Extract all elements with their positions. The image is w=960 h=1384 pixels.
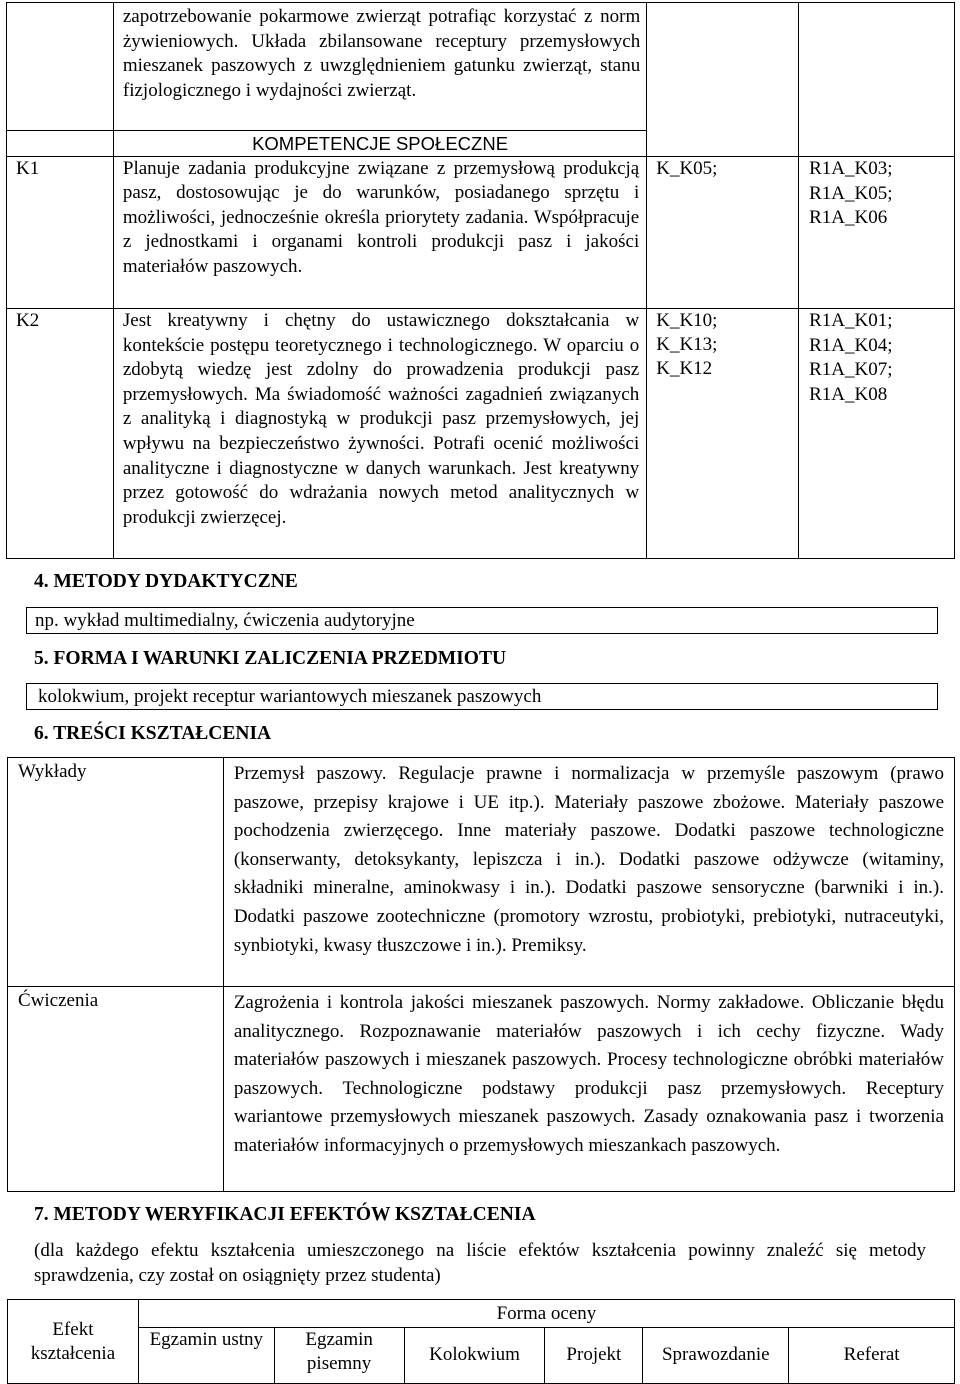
verification-table <box>7 1299 955 1384</box>
column-written-exam: Egzamin pisemny <box>274 1328 404 1384</box>
section-6-heading: 6. TREŚCI KSZTAŁCENIA <box>34 723 272 744</box>
area-effects: R1A_K01; R1A_K04; R1A_K07; R1A_K08 <box>799 309 955 559</box>
assessment-form-text: kolokwium, projekt receptur wariantowych mieszanek paszowych <box>38 686 542 707</box>
exercises-row <box>8 987 955 1192</box>
assessment-form-header: Forma oceny <box>138 1300 954 1328</box>
column-oral-exam: Egzamin ustny <box>138 1328 274 1384</box>
teaching-methods-text: np. wykład multimedialny, ćwiczenia audytoryjne <box>35 610 415 631</box>
effect-column-header: Efekt kształcenia <box>8 1300 139 1384</box>
effect-symbol: K2 <box>7 309 114 559</box>
column-colloquium: Kolokwium <box>404 1328 545 1384</box>
exercises-content: Zagrożenia i kontrola jakości mieszanek paszowych. Normy zakładowe. Obliczanie błędu analitycznego. Rozpoznawanie materiałów paszowych i ich cechy fizyczne. Wady materiałów paszowych i mieszanek paszowych. Procesy technologiczne obróbki materiałów paszowych. Technologiczne podstawy produkcji pasz przemysłowych. Receptury wariantowe przemysłowych mieszanek paszowych. Zasady oznakowania pasz i tworzenia materiałów informacyjnych o przemysłowych mieszankach paszowych. <box>223 987 954 1192</box>
competence-intro-text: zapotrzebowanie pokarmowe zwierząt potrafiąc korzystać z norm żywieniowych. Układa zbilansowane receptury przemysłowych mieszanek paszowych z uwzględnieniem gatunku zwierząt, stanu fizjologicznego i wydajności zwierząt. <box>113 3 646 131</box>
direction-effects: K_K10; K_K13; K_K12 <box>647 309 799 559</box>
effect-description: Planuje zadania produkcyjne związane z przemysłową produkcją pasz, dostosowując je do warunków, posiadanego sprzętu i możliwości, jednocześnie określa priorytety zadania. Współpracuje z jednostkami i organami kontroli produkcji pasz i jakości materiałów paszowych. <box>113 157 646 309</box>
effect-symbol: K1 <box>7 157 114 309</box>
course-content-table <box>7 757 955 1192</box>
column-project: Projekt <box>545 1328 643 1384</box>
direction-effects: K_K05; <box>647 157 799 309</box>
section-4-heading: 4. METODY DYDAKTYCZNE <box>34 571 298 592</box>
social-competence-header: KOMPETENCJE SPOŁECZNE <box>113 131 646 157</box>
section-5-heading: 5. FORMA I WARUNKI ZALICZENIA PRZEDMIOTU <box>34 648 507 669</box>
column-report: Sprawozdanie <box>643 1328 789 1384</box>
column-essay: Referat <box>789 1328 955 1384</box>
exercises-label: Ćwiczenia <box>8 987 224 1192</box>
verification-note: (dla każdego efektu kształcenia umieszczonego na liście efektów kształcenia powinny znaleźć się metody sprawdzenia, czy został on osiągnięty przez studenta) <box>34 1240 926 1286</box>
competence-row-k2 <box>7 309 955 559</box>
area-effects: R1A_K03; R1A_K05; R1A_K06 <box>799 157 955 309</box>
lectures-label: Wykłady <box>8 758 224 987</box>
competence-intro-row <box>7 3 955 131</box>
competence-row-k1 <box>7 157 955 309</box>
competence-table <box>6 2 955 559</box>
lectures-row <box>8 758 955 987</box>
assessment-form-box <box>26 683 938 710</box>
effect-description: Jest kreatywny i chętny do ustawicznego dokształcania w kontekście postępu teoretycznego i technologicznego. W oparciu o zdobytą wiedzę jest zdolny do prowadzenia produkcji pasz przemysłowych. Ma świadomość ważności zagadnień związanych z analityką i diagnostyką w produkcji pasz przemysłowych, jej wpływu na bezpieczeństwo żywności. Potrafi ocenić możliwości analityczne i diagnostyczne w danych warunkach. Jest kreatywny przez gotowość do wdrażania nowych metod analitycznych w produkcji zwierzęcej. <box>113 309 646 559</box>
teaching-methods-box <box>26 607 938 634</box>
lectures-content: Przemysł paszowy. Regulacje prawne i normalizacja w przemyśle paszowym (prawo paszowe, przepisy krajowe i UE itp.). Materiały paszowe zbożowe. Materiały paszowe pochodzenia zwierzęcego. Inne materiały paszowe. Dodatki paszowe technologiczne (konserwanty, detoksykanty, lepiszcza i in.). Dodatki paszowe odżywcze (witaminy, składniki mineralne, aminokwasy i in.). Dodatki paszowe sensoryczne (barwniki i in.). Dodatki paszowe zootechniczne (promotory wzrostu, probiotyki, prebiotyki, nutraceutyki, synbiotyki, kwasy tłuszczowe i in.). Premiksy. <box>223 758 954 987</box>
section-7-heading: 7. METODY WERYFIKACJI EFEKTÓW KSZTAŁCENIA <box>34 1204 536 1225</box>
